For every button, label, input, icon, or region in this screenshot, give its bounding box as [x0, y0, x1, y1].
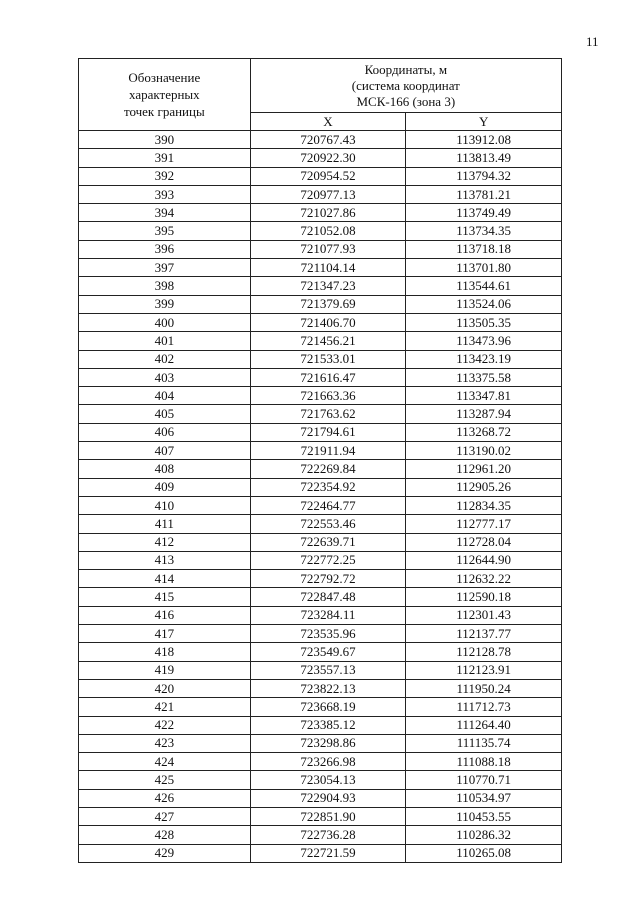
y-coordinate-cell: 113268.72 [406, 423, 562, 441]
x-coordinate-cell: 721794.61 [250, 423, 406, 441]
x-coordinate-cell: 722847.48 [250, 588, 406, 606]
y-coordinate-cell: 112834.35 [406, 496, 562, 514]
x-coordinate-cell: 723385.12 [250, 716, 406, 734]
x-coordinate-cell: 723054.13 [250, 771, 406, 789]
y-coordinate-cell: 111264.40 [406, 716, 562, 734]
point-number-cell: 421 [79, 698, 251, 716]
point-number-cell: 427 [79, 807, 251, 825]
y-coordinate-cell: 113287.94 [406, 405, 562, 423]
table-row [79, 442, 562, 460]
table-row [79, 313, 562, 331]
point-number-cell: 391 [79, 149, 251, 167]
point-number-cell: 429 [79, 844, 251, 862]
y-coordinate-cell: 113749.49 [406, 204, 562, 222]
point-number-cell: 415 [79, 588, 251, 606]
y-coordinate-cell: 110770.71 [406, 771, 562, 789]
x-coordinate-cell: 723266.98 [250, 753, 406, 771]
table-row [79, 588, 562, 606]
table-row [79, 350, 562, 368]
page-number: 11 [586, 34, 599, 49]
point-number-cell: 422 [79, 716, 251, 734]
y-coordinate-cell: 113794.32 [406, 167, 562, 185]
point-number-cell: 414 [79, 570, 251, 588]
y-coordinate-cell: 110286.32 [406, 826, 562, 844]
table-row [79, 368, 562, 386]
x-coordinate-cell: 722792.72 [250, 570, 406, 588]
table-row [79, 149, 562, 167]
x-coordinate-cell: 723298.86 [250, 734, 406, 752]
y-coordinate-cell: 112905.26 [406, 478, 562, 496]
y-coordinate-cell: 110265.08 [406, 844, 562, 862]
table-row [79, 789, 562, 807]
y-coordinate-cell: 113701.80 [406, 259, 562, 277]
point-number-cell: 403 [79, 368, 251, 386]
point-number-cell: 417 [79, 625, 251, 643]
point-number-cell: 393 [79, 185, 251, 203]
x-coordinate-cell: 721104.14 [250, 259, 406, 277]
point-number-cell: 396 [79, 240, 251, 258]
y-coordinate-cell: 110453.55 [406, 807, 562, 825]
table-row [79, 734, 562, 752]
table-row [79, 606, 562, 624]
y-coordinate-cell: 113473.96 [406, 332, 562, 350]
point-number-cell: 416 [79, 606, 251, 624]
table-row [79, 716, 562, 734]
table-row [79, 570, 562, 588]
point-number-cell: 392 [79, 167, 251, 185]
x-coordinate-cell: 722772.25 [250, 551, 406, 569]
table-row [79, 661, 562, 679]
y-coordinate-cell: 112590.18 [406, 588, 562, 606]
y-coordinate-cell: 113718.18 [406, 240, 562, 258]
y-coordinate-cell: 112137.77 [406, 625, 562, 643]
point-number-cell: 423 [79, 734, 251, 752]
x-coordinate-cell: 722904.93 [250, 789, 406, 807]
y-coordinate-cell: 112961.20 [406, 460, 562, 478]
y-coordinate-cell: 112128.78 [406, 643, 562, 661]
y-coordinate-cell: 110534.97 [406, 789, 562, 807]
x-coordinate-cell: 721379.69 [250, 295, 406, 313]
x-coordinate-cell: 722721.59 [250, 844, 406, 862]
y-coordinate-cell: 113190.02 [406, 442, 562, 460]
x-coordinate-cell: 722354.92 [250, 478, 406, 496]
point-number-cell: 410 [79, 496, 251, 514]
y-coordinate-cell: 113375.58 [406, 368, 562, 386]
point-number-cell: 420 [79, 679, 251, 697]
x-coordinate-cell: 720767.43 [250, 131, 406, 149]
y-coordinate-cell: 113544.61 [406, 277, 562, 295]
x-coordinate-cell: 721763.62 [250, 405, 406, 423]
table-row [79, 185, 562, 203]
y-coordinate-cell: 112301.43 [406, 606, 562, 624]
x-column-header: X [250, 113, 406, 131]
point-number-cell: 428 [79, 826, 251, 844]
table-row [79, 222, 562, 240]
coordinates-table [78, 58, 562, 863]
y-coordinate-cell: 113524.06 [406, 295, 562, 313]
x-coordinate-cell: 723822.13 [250, 679, 406, 697]
point-number-cell: 409 [79, 478, 251, 496]
table-row [79, 771, 562, 789]
table-row [79, 807, 562, 825]
table-body [79, 131, 562, 863]
point-number-cell: 395 [79, 222, 251, 240]
x-coordinate-cell: 723284.11 [250, 606, 406, 624]
x-coordinate-cell: 723668.19 [250, 698, 406, 716]
point-number-cell: 425 [79, 771, 251, 789]
x-coordinate-cell: 720977.13 [250, 185, 406, 203]
point-number-cell: 398 [79, 277, 251, 295]
y-coordinate-cell: 112728.04 [406, 533, 562, 551]
x-coordinate-cell: 722464.77 [250, 496, 406, 514]
y-coordinate-cell: 113347.81 [406, 387, 562, 405]
point-number-cell: 402 [79, 350, 251, 368]
point-number-cell: 426 [79, 789, 251, 807]
point-number-cell: 408 [79, 460, 251, 478]
point-designation-header: Обозначение характерных точек границы [79, 59, 251, 131]
x-coordinate-cell: 722553.46 [250, 515, 406, 533]
point-number-cell: 399 [79, 295, 251, 313]
point-number-cell: 419 [79, 661, 251, 679]
table-row [79, 387, 562, 405]
x-coordinate-cell: 721347.23 [250, 277, 406, 295]
point-number-cell: 397 [79, 259, 251, 277]
y-coordinate-cell: 113912.08 [406, 131, 562, 149]
table-row [79, 295, 562, 313]
table-row [79, 204, 562, 222]
x-coordinate-cell: 722851.90 [250, 807, 406, 825]
x-coordinate-cell: 721406.70 [250, 313, 406, 331]
y-coordinate-cell: 111950.24 [406, 679, 562, 697]
x-coordinate-cell: 722269.84 [250, 460, 406, 478]
table-row [79, 167, 562, 185]
y-column-header: Y [406, 113, 562, 131]
table-row [79, 625, 562, 643]
table-row [79, 496, 562, 514]
y-coordinate-cell: 112777.17 [406, 515, 562, 533]
point-number-cell: 406 [79, 423, 251, 441]
y-coordinate-cell: 113423.19 [406, 350, 562, 368]
point-number-cell: 407 [79, 442, 251, 460]
y-coordinate-cell: 113781.21 [406, 185, 562, 203]
x-coordinate-cell: 723557.13 [250, 661, 406, 679]
x-coordinate-cell: 721911.94 [250, 442, 406, 460]
x-coordinate-cell: 722736.28 [250, 826, 406, 844]
table-row [79, 551, 562, 569]
y-coordinate-cell: 113734.35 [406, 222, 562, 240]
y-coordinate-cell: 113813.49 [406, 149, 562, 167]
point-number-cell: 404 [79, 387, 251, 405]
table-row [79, 405, 562, 423]
table-row [79, 826, 562, 844]
x-coordinate-cell: 721616.47 [250, 368, 406, 386]
point-number-cell: 413 [79, 551, 251, 569]
y-coordinate-cell: 111088.18 [406, 753, 562, 771]
x-coordinate-cell: 720922.30 [250, 149, 406, 167]
x-coordinate-cell: 721456.21 [250, 332, 406, 350]
y-coordinate-cell: 111135.74 [406, 734, 562, 752]
table-row [79, 277, 562, 295]
y-coordinate-cell: 112123.91 [406, 661, 562, 679]
table-row [79, 240, 562, 258]
point-number-cell: 424 [79, 753, 251, 771]
x-coordinate-cell: 721533.01 [250, 350, 406, 368]
y-coordinate-cell: 111712.73 [406, 698, 562, 716]
x-coordinate-cell: 721077.93 [250, 240, 406, 258]
point-number-cell: 401 [79, 332, 251, 350]
y-coordinate-cell: 113505.35 [406, 313, 562, 331]
point-number-cell: 411 [79, 515, 251, 533]
table-row [79, 332, 562, 350]
x-coordinate-cell: 721663.36 [250, 387, 406, 405]
x-coordinate-cell: 723549.67 [250, 643, 406, 661]
table-row [79, 460, 562, 478]
x-coordinate-cell: 721052.08 [250, 222, 406, 240]
table-row [79, 698, 562, 716]
point-number-cell: 394 [79, 204, 251, 222]
table-row [79, 844, 562, 862]
x-coordinate-cell: 721027.86 [250, 204, 406, 222]
table-row [79, 478, 562, 496]
point-number-cell: 400 [79, 313, 251, 331]
table-row [79, 679, 562, 697]
y-coordinate-cell: 112632.22 [406, 570, 562, 588]
table-row [79, 753, 562, 771]
table-row [79, 533, 562, 551]
x-coordinate-cell: 723535.96 [250, 625, 406, 643]
table-row [79, 515, 562, 533]
x-coordinate-cell: 720954.52 [250, 167, 406, 185]
coordinates-header: Координаты, м (система координат МСК-166 (зона 3) [250, 59, 561, 113]
point-number-cell: 390 [79, 131, 251, 149]
point-number-cell: 412 [79, 533, 251, 551]
point-number-cell: 418 [79, 643, 251, 661]
point-number-cell: 405 [79, 405, 251, 423]
table-row [79, 259, 562, 277]
y-coordinate-cell: 112644.90 [406, 551, 562, 569]
table-row [79, 643, 562, 661]
x-coordinate-cell: 722639.71 [250, 533, 406, 551]
table-row [79, 131, 562, 149]
table-row [79, 423, 562, 441]
